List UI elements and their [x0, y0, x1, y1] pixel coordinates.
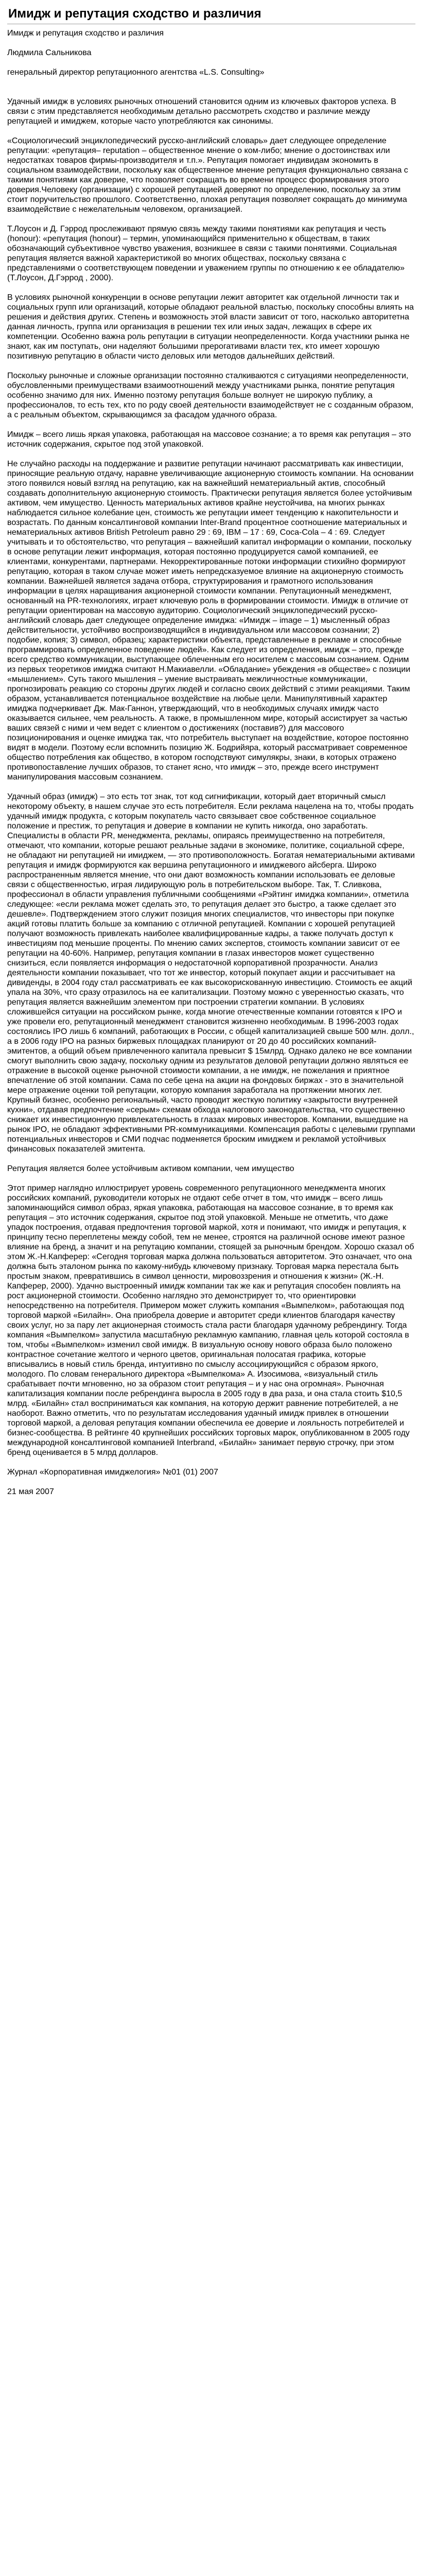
- article-paragraph-2: «Социологический энциклопедический русско-английский словарь» дает следующее определение репутации: «репутация– reputation – общественное мнение о ком-либо; мнение о достоинствах или недостатках товаров фирмы-производителя и т.п.». Репутация помогает индивидам экономить в социальном взаимодействии, поскольку как общественное мнение репутация функционально связана с такими понятиями как доверие, что позволяет сокращать во времени процесс формирования этого доверия.Человеку (организации) с хорошей репутацией доверяют по определению, поскольку за этим стоит поручительство прошлого. Соответственно, плохая репутация позволяет сокращать до минимума взаимодействие с нежелательным человеком, организацией.: [7, 137, 408, 214]
- article-paragraph-4: В условиях рыночной конкуренции в основе репутации лежит авторитет как отдельной личности так и социальных групп или организаций, которые обладают реальной властью, поскольку способны влиять на решения и действия других. Степень и возможность этой власти зависит от того, насколько авторитетна данная личность, группа или организация в решении тех или иных задач, лежащих в сфере их компетенции. Особенно важна роль репутации в ситуации неопределенности. Когда участники рынка не знают, как им поступать, они наделяют большими прерогативами власти тех, кто имеет хорошую позитивную репутацию в области чисто деловых или методов дальнейших действий.: [7, 293, 414, 361]
- article-paragraph-7: Не случайно расходы на поддержание и развитие репутации начинают рассматривать как инвестиции, приносящие реальную отдачу, наравне увеличивающие акционерную стоимость компании. На основании этого появился новый взгляд на репутацию, как на важнейший нематериальный актив, способный создавать дополнительную акционерную стоимость. Практически репутация является более устойчивым активом, чем имущество. Ценность материальных активов крайне неустойчива, на многих рынках наблюдается сильное колебание цен, стоимость же репутации имеет тенденцию к накопительности и возрастать. По данным консалтинговой компании Inter-Brand процентное соотношение материальных и нематериальных активов British Petroleum равно 29 : 69, IBM – 17 : 69, Coca-Cola – 4 : 69. Следует учитывать и то обстоятельство, что репутация – важнейший капитал информации о компании, поскольку в основе репутации лежит информация, которая постоянно продуцируется самой компанией, ее клиентами, конкурентами, партнерами. Некорректированные потоки информации стихийно формируют репутацию, которая в таком случае может иметь непредсказуемое влияние на акционерную стоимость компании. Важнейшей является задача отбора, структурирования и грамотного использования информации в целях наращивания акционерной стоимости компании. Репутационный менеджмент, основанный на PR-технологиях, играет ключевую роль в формировании стоимости. Имидж в отличие от репутации ориентирован на массовую аудиторию. Социологический энциклопедический русско-английский словарь дает следующее определение имиджа: «Имидж – image – 1) мысленный образ действительности, устойчиво воспроизводящийся в индивидуальном или массовом сознании; 2) подобие, копия; 3) символ, образец; характеристики объекта, представленные в рекламе и способные программировать определенное поведение людей». Как следует из определения, имидж – это, прежде всего средство коммуникации, выступающее облеченным его носителем с массовым сознанием. Одним из первых теоретиков имиджа считают Н.Макиавелли. «Обладание» убеждения «в обществе» с позиции «мышлением». Суть такого мышления – умение выстраивать межличностные коммуникации, прогнозировать реакцию со стороны других людей и согласно своих действий с этими реакциями. Таким образом, устанавливается потенциальное воздействие на любые цели. Манипулятивный характер имиджа подчеркивает Дж. Мак-Ганнон, утверждающий, что в необходимых случаях имидж часто оказывается сильнее, чем реальность. А также, в промышленном мире, который ассистирует за частью ваших связей с ними и чем ведет с клиентом о достижениях (поставив?) для массового позиционирования и оценке имиджа так, что потребитель выступает на воздействие, которое постоянно видят в модели. Поэтому если вспомнить позицию Ж. Бодрийяра, который рассматривает современное общество потребления как общество, в котором господствуют симулякры, знаки, в которых отражено противопоставление лучших образов, то станет ясно, что имидж – это, прежде всего инструмент манипулирования массовым сознанием.: [7, 460, 414, 782]
- article-paragraph-5: Поскольку рыночные и сложные организации постоянно сталкиваются с ситуациями неопределенности, обусловленными преимуществами взаимоотношений между участниками рынка, понятие репутация особенно значимо для них. Именно поэтому репутация больше волнует не широкую публику, а профессионалов, то есть тех, кто по роду своей деятельности взаимодействует не с созданным образом, а с реальным объектом, скрывающимся за фасадом удачного образа.: [7, 371, 414, 419]
- article-paragraph-3: Т.Лоусон и Д. Гэррод прослеживают прямую связь между такими понятиями как репутация и честь (honour): «репутация (honour) – термин, упоминающийся применительно к обществам, в таких обозначающий субъективное чувство уважения, возникшее в связи с такими понятиями. Социальная репутация является важной характеристикой во многих обществах, поскольку связана с представлениями о соответствующем поведении и уважением группы по отношению к ее обладателю» (Т.Лоусон, Д.Гэррод , 2000).: [7, 225, 405, 282]
- page-title: Имидж и репутация сходство и различия: [8, 7, 261, 21]
- article-paragraph-6: Имидж – всего лишь яркая упаковка, работающая на массовое сознание; а то время как репутация – это источник содержания, скрытое под этой упаковкой.: [7, 430, 411, 449]
- article-source: Журнал «Корпоративная имиджелогия» №01 (01) 2007: [7, 1468, 218, 1477]
- article-paragraph-10: Этот пример наглядно иллюстрирует уровень современного репутационного менеджмента многих российских компаний, руководители которых не отдают себе отчет в том, что имидж – всего лишь запоминающийся символ образ, яркая упаковка, работающая на массовое сознание, в то время как репутация – это источник содержания, скрытое под этой упаковкой. Меньше не отметить, что даже упадок построения, отдавая предпочтения торговой маркой, хотя и понимают, что имидж и репутация, к принципу тесно переплетены между собой, тем не менее, строятся на различной основе имеют разное влияние на бренд, а значит и на репутацию компании, стоящей за рыночным брендом. Хорошо сказал об этом Ж.-Н.Капферер: «Сегодня торговая марка должна пользоваться авторитетом. Это означает, что она должна быть эталоном рынка по какому-нибудь ключевому признаку. Торговая марка перестала быть простым знаком, превратившись в символ ценности, мировоззрения и отношения к жизни» (Ж.-Н. Капферер, 2000). Удачно выстроенный имидж компании так же как и репутация способен повлиять на рост акционерной стоимости. Особенно наглядно это демонстрирует то, что ориентировки непосредственно на потребителя. Примером может служить компания «Вымпелком», работающая под торговой маркой «Билайн». Она приобрела доверие и авторитет среди клиентов благодаря качеству своих услуг, но за пару лет акционерная стоимость стала расти благодаря удачному ребрендингу. Тогда компания «Вымпелком» запустила масштабную рекламную кампанию, главная цель которой состояла в том, чтобы «Вымпелком» изменил свой имидж. В визуальную основу нового образа было положено контрастное сочетание желтого и черного цветов, оригинальная полосатая графика, которые вписывались в новый стиль бренда, интуитивно по смыслу ассоциирующийся с образом яркого, молодого. По словам генерального директора «Вымпелкома» А. Изосимова, «визуальный стиль срабатывает почти мгновенно, но за образом стоит репутация – и у нас она огромная». Рыночная капитализация компании после ребрендинга выросла в 2005 году в два раза, и она стала стоить $10,5 млрд. «Билайн» стал восприниматься как компания, на которую держит равнение потребителей, а не наоборот. Важно отметить, что по результатам исследования удачный имидж привлек в отношении торговой маркой, а деловая репутация компании обеспечила ее доверие и лояльность потребителей и бизнес-сообщества. В рейтинге 40 крупнейших российских торговых марок, опубликованном в 2005 году международной консалтинговой компанией Interbrand, «Билайн» занимает первую строчку, при этом бренд оценивается в 5 млрд долларов.: [7, 1184, 414, 1457]
- article-paragraph-1: Удачный имидж в условиях рыночных отношений становится одним из ключевых факторов успеха. В связи с этим представляется необходимым детально рассмотреть сходство и различие между репутацией и имиджем, которые часто употребляются как синонимы.: [7, 97, 396, 126]
- article-body: [7, 24, 415, 1497]
- article-paragraph-9: Репутация является более устойчивым активом компании, чем имущество: [7, 1164, 294, 1173]
- article-paragraph-8: Удачный образ (имидж) – это есть тот знак, тот код сигнификации, который дает вторичный смысл некоторому объекту, в нашем случае это есть потребителя. Если реклама нацелена на то, чтобы продать удачный имидж продукта, с которым покупатель часто связывает свое собственное социальное положение и престиж, то репутация и доверие в компании не купить никогда, оно заработать. Специалисты в области PR, менеджмента, рекламы, опираясь преимущественно на потребителя, отмечают, что компании, которые решают реальные задачи в экономике, политике, социальной сфере, не обладают ни репутацией ни имиджем, — это противоположность. Богатая нематериальными активами репутация и имидж формируются как вершина репутационного и имиджевого айсберга. Широко распространенным является мнение, что они дают возможность компании использовать ее деловые связи с общественностью, играя лидирующую роль в потребительском выборе. Так, Т. Сливкова, профессионал в области управления публичными сообщениями «Рэйтинг имиджа компании», отметила следующее: «если реклама может сделать это, то репутация делает это быстро, а также сделает это дешевле». Подтверждением этого служит позиция многих специалистов, что инвесторы при покупке акций готовы платить больше за компанию с отличной репутацией. Компании с хорошей репутацией получают возможность привлекать наиболее квалифицированные кадры, а также получать доступ к инвестициям под меньшие проценты. По мнению самих экспертов, стоимость компании зависит от ее репутации на 40-60%. Например, репутация компании в глазах инвесторов может существенно снизиться, если появляется информация о недостаточной корпоративной прозрачности. Анализ деятельности компании показывает, что тот же инвестор, который покупает акции и рассчитывает на дивиденды, в 2004 году стал рассматривать ее как высокорискованную инвестицию. Стоимость ее акций упала на 30%, что сразу отразилось на ее капитализации. Поэтому можно с уверенностью сказать, что репутация является важнейшим элементом при построении стратегии компании. В условиях сложившейся ситуации на российском рынке, когда многие отечественные компании готовятся к IPO и уже провели его, репутационный менеджмент становится жизненно необходимым. В 1996-2003 годах состоялись IPO лишь 6 компаний, работающих в России, с общей капитализацией свыше 500 млн. долл., а в 2006 году IPO на разных биржевых площадках планируют от 20 до 40 российских компаний-эмитентов, а общий объем привлеченного капитала превысит $ 15млрд. Однако далеко не все компании смогут выполнить свою задачу, поскольку одним из результатов деловой репутации должно являться ее отражение в высокой оценке рыночной стоимости компании, а не имидж, не пожелания и приятное впечатление об этой компании. Сама по себе цена на акции на фондовых биржах - это в значительной мере отражение оценки той репутации, которую компания заработала на протяжении многих лет. Крупный бизнес, особенно региональный, часто проводит жесткую политику «закрытости внутренней кухни», отдавая предпочтение «серым» схемам обхода налогового законодательства, что существенно снижает их инвестиционную привлекательность в глазах мировых инвесторов. Компании, вышедшие на рынок IPO, не обладают эффективными PR-коммуникациями. Компенсация работы с целевыми группами потенциальных инвесторов и СМИ подчас подменяется броским имиджем и рекламой устойчивых финансовых показателей эмитента.: [7, 792, 415, 1154]
- article-heading: Имидж и репутация сходство и различия: [7, 29, 164, 38]
- article-author-position: генеральный директор репутационного агентства «L.S. Consulting»: [7, 68, 265, 77]
- article-date: 21 мая 2007: [7, 1487, 54, 1496]
- article-author: Людмила Сальникова: [7, 48, 92, 57]
